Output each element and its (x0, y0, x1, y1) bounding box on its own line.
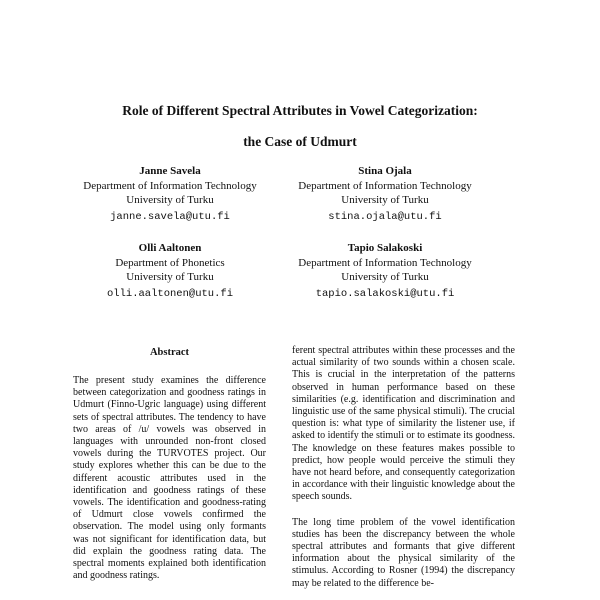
abstract-column (73, 375, 266, 582)
author-department: Department of Information Technology (298, 179, 472, 192)
abstract-text: The present study examines the difference between categorization and goodness ratings in Udmurt (Finno-Ugric language) using different sets of spectral attributes. The tendency to have two areas of /u/ vowels was observed in languages with unrounded non-front closed vowels during the TURVOTES project. Our study explores whether this can be due to the different acoustic attributes used in the identification and goodness ratings of these vowels. The identification and goodness-rating of Udmurt close vowels confirmed the observation. The model using only formants was not significant for identification data, but did explain the goodness rating data. The spectral moments explained both identification and goodness ratings. (73, 375, 266, 582)
author-email[interactable]: tapio.salakoski@utu.fi (315, 287, 455, 300)
author-email[interactable]: stina.ojala@utu.fi (328, 210, 442, 223)
author-block-4 (235, 241, 535, 301)
author-name: Olli Aaltonen (138, 242, 202, 254)
author-department: Department of Information Technology (83, 179, 257, 192)
body-paragraph-1: ferent spectral attributes within these processes and the actual similarity of two sounds within a chosen scale. This is crucial in the interpretation of the patterns observed in human performance based on these similarities (e.g. identification and discrimination and linguistic use of the same physical stimuli). The crucial question is: what type of similarity the listener use, if asked to identify the stimuli or to estimate its goodness. The knowledge on these features makes possible to predict, how people would perceive the stimuli they have not heard before, and consequently categorization in accordance with their linguistic knowledge about the speech sounds. (292, 345, 515, 503)
author-university: University of Turku (341, 271, 429, 283)
body-paragraph-2: The long time problem of the vowel identification studies has been the discrepancy between the whole spectral attributes and formants that give different information about the physical similarity of the stimulus. According to Rosner (1994) the discrepancy may be related to the difference be- (292, 516, 515, 589)
author-department: Department of Information Technology (298, 256, 472, 269)
title-line-1: Role of Different Spectral Attributes in Vowel Categorization: (122, 103, 478, 118)
author-department: Department of Phonetics (115, 256, 225, 269)
author-block-2 (235, 164, 535, 224)
author-university: University of Turku (126, 194, 214, 206)
author-name: Tapio Salakoski (347, 242, 423, 254)
title-line-2: the Case of Udmurt (243, 134, 357, 149)
body-column-right (292, 345, 515, 590)
abstract-heading: Abstract (149, 347, 190, 358)
author-email[interactable]: janne.savela@utu.fi (110, 210, 230, 223)
author-email[interactable]: olli.aaltonen@utu.fi (106, 287, 234, 300)
author-university: University of Turku (341, 194, 429, 206)
author-name: Stina Ojala (358, 165, 412, 177)
author-name: Janne Savela (139, 165, 201, 177)
author-university: University of Turku (126, 271, 214, 283)
